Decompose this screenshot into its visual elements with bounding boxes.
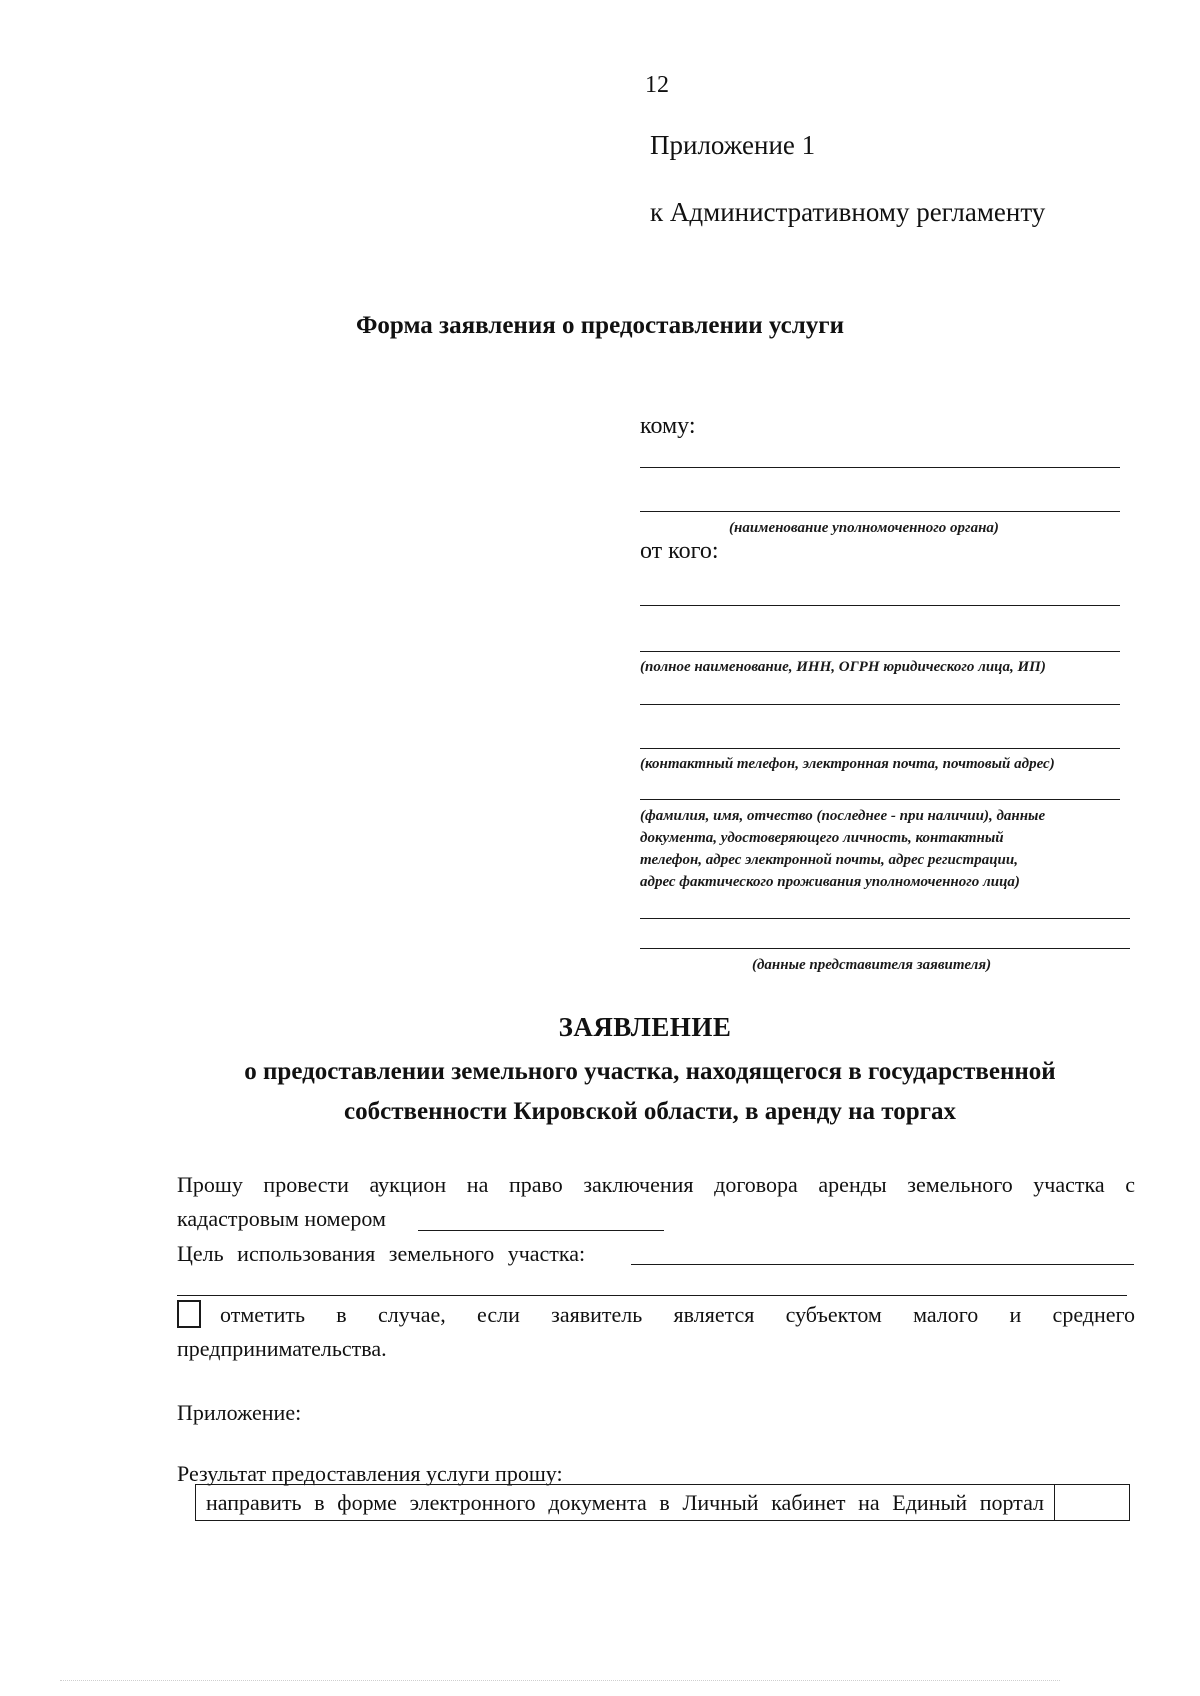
- result-option-text: направить в форме электронного документа в Личный кабинет на Единый портал: [196, 1485, 1055, 1521]
- authority-note: (наименование уполномоченного органа): [729, 520, 999, 536]
- cadastral-label: кадастровым номером: [177, 1206, 386, 1231]
- to-label: кому:: [640, 413, 696, 439]
- result-option-checkbox[interactable]: [1055, 1485, 1130, 1521]
- appendix-heading: Приложение 1: [650, 130, 816, 160]
- from-field-line-2[interactable]: [640, 651, 1120, 652]
- to-field-line-2[interactable]: [640, 511, 1120, 512]
- form-title: Форма заявления о предоставлении услуги: [355, 312, 845, 339]
- legal-entity-note: (полное наименование, ИНН, ОГРН юридического лица, ИП): [640, 659, 1046, 675]
- to-field-line-1[interactable]: [640, 467, 1120, 468]
- person-note-line-2: документа, удостоверяющего личность, контактный: [640, 830, 1004, 846]
- representative-note: (данные представителя заявителя): [752, 957, 992, 973]
- from-label: от кого:: [640, 538, 719, 564]
- sme-text-line-1: отметить в случае, если заявитель является субъектом малого и среднего: [220, 1302, 1135, 1327]
- representative-field-line-2[interactable]: [640, 948, 1130, 949]
- request-text-line-1: Прошу провести аукцион на право заключения договора аренды земельного участка с: [177, 1172, 1135, 1197]
- attachment-label: Приложение:: [177, 1400, 302, 1425]
- purpose-label: Цель использования земельного участка:: [177, 1241, 586, 1266]
- result-options-table: [195, 1484, 1130, 1521]
- appendix-subheading: к Административному регламенту: [650, 197, 1046, 227]
- person-note-line-1: (фамилия, имя, отчество (последнее - при наличии), данные: [640, 808, 1046, 824]
- sme-checkbox[interactable]: [177, 1300, 201, 1328]
- person-note-line-4: адрес фактического проживания уполномоченного лица): [640, 874, 1020, 890]
- scan-artifact-line: [60, 1680, 1060, 1683]
- representative-field-line-1[interactable]: [640, 918, 1130, 919]
- application-subtitle-line-1: о предоставлении земельного участка, находящегося в государственной: [244, 1058, 1056, 1085]
- purpose-field-line-2[interactable]: [177, 1295, 1127, 1296]
- cadastral-number-field[interactable]: [418, 1230, 664, 1231]
- page-number: 12: [645, 72, 669, 98]
- application-subtitle-line-2: собственности Кировской области, в аренду на торгах: [344, 1098, 956, 1125]
- contacts-field-line-2[interactable]: [640, 748, 1120, 749]
- purpose-field-line-1[interactable]: [631, 1264, 1134, 1265]
- person-field-line[interactable]: [640, 799, 1120, 800]
- from-field-line-1[interactable]: [640, 605, 1120, 606]
- person-note-line-3: телефон, адрес электронной почты, адрес регистрации,: [640, 852, 1018, 868]
- application-subtitle: [170, 1052, 1130, 1132]
- contacts-note: (контактный телефон, электронная почта, почтовый адрес): [640, 756, 1055, 772]
- contacts-field-line-1[interactable]: [640, 704, 1120, 705]
- application-title: ЗАЯВЛЕНИЕ: [558, 1012, 732, 1042]
- result-option-row: [196, 1485, 1130, 1521]
- sme-text-line-2: предпринимательства.: [177, 1336, 387, 1361]
- result-label: Результат предоставления услуги прошу:: [177, 1461, 563, 1486]
